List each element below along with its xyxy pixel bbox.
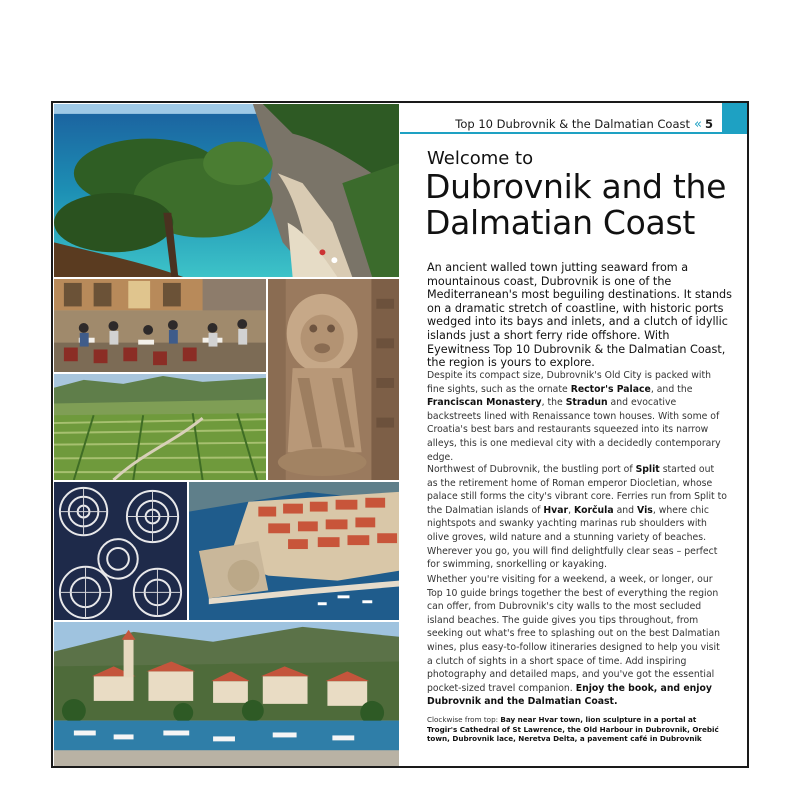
highlight-rectors-palace: Rector's Palace xyxy=(570,383,651,395)
running-head-title: Top 10 Dubrovnik & the Dalmatian Coast xyxy=(455,117,691,131)
highlight-vis: Vis xyxy=(637,504,653,516)
highlight-franciscan-monastery: Franciscan Monastery xyxy=(427,397,542,409)
closing-line: Enjoy the book, and enjoy Dubrovnik and the Dalmatian Coast. xyxy=(427,682,712,708)
text-column xyxy=(400,103,749,768)
photo-lion-sculpture xyxy=(267,278,400,481)
photo-bay-near-hvar xyxy=(53,103,400,278)
welcome-heading: Welcome to xyxy=(427,148,534,169)
body-paragraph-3: Whether you're visiting for a weekend, a week, or longer, our Top 10 guide brings together the best of everything the region can offer, from Dubrovnik's city walls to the most secluded island beaches. The guide gives you tips throughout, from seeking out what's free to splashing out on the best Dalmatian wines, plus easy-to-follow itineraries designed to help you visit a clutch of sights in a short space of time. Add inspiring photography and detailed maps, and you've got the essential pocket-sized travel companion. Enjoy the book, and enjoy Dubrovnik and the Dalmatian Coast. xyxy=(427,574,721,708)
highlight-stradun: Stradun xyxy=(565,397,608,409)
photo-collage xyxy=(53,103,400,768)
photo-old-harbour-dubrovnik xyxy=(188,481,400,621)
photo-caption: Clockwise from top: Bay near Hvar town, lion sculpture in a portal at Trogir's Cathedral of St Lawrence, the Old Harbour in Dubrovnik, Orebić town, Dubrovnik lace, Neretva Delta, a pavement café in Dubrovnik xyxy=(427,715,719,743)
page-number: 5 xyxy=(704,117,713,131)
running-head-rule xyxy=(400,132,722,134)
running-head-text xyxy=(455,117,713,132)
page-title: Dubrovnik and the Dalmatian Coast xyxy=(425,167,727,242)
running-head xyxy=(400,103,749,134)
photo-neretva-delta xyxy=(53,373,267,481)
body-paragraph-2: Northwest of Dubrovnik, the bustling port of Split started out as the retirement home of Roman emperor Diocletian, whose palace still forms the city's vibrant core. Ferries run from Split to the Dalmatian islands of Hvar, Korčula and Vis, where chic nightspots and swanky yachting marinas rub shoulders with olive groves, wild nature and a stunning variety of beaches. Wherever you go, you will find delightfully clear seas – perfect for swimming, snorkelling or kayaking. xyxy=(427,464,727,571)
chevron-left-icon: « xyxy=(694,117,702,132)
highlight-korcula: Korčula xyxy=(574,504,614,516)
running-head-tab xyxy=(722,103,749,134)
highlight-hvar: Hvar xyxy=(543,504,569,516)
intro-paragraph: An ancient walled town jutting seaward from a mountainous coast, Dubrovnik is one of the Mediterranean's most beguiling destinations. It stands on a dramatic stretch of coastline, with historic ports wedged into its bays and inlets, and a clutch of idyllic islands just a short ferry ride offshore. With Eyewitness Top 10 Dubrovnik & the Dalmatian Coast, the region is yours to explore. xyxy=(427,261,732,370)
photo-orebic-town xyxy=(53,621,400,768)
book-page xyxy=(51,101,749,768)
highlight-split: Split xyxy=(635,464,660,475)
body-paragraph-1: Despite its compact size, Dubrovnik's Old City is packed with fine sights, such as the ornate Rector's Palace, and the Franciscan Monastery, the Stradun and evocative backstreets lined with Renaissance town houses. With some of Croatia's best bars and restaurants squeezed into its narrow alleys, this is one medieval city with a decidedly contemporary edge. xyxy=(427,370,721,463)
photo-dubrovnik-lace xyxy=(53,481,188,621)
photo-pavement-cafe xyxy=(53,278,267,373)
